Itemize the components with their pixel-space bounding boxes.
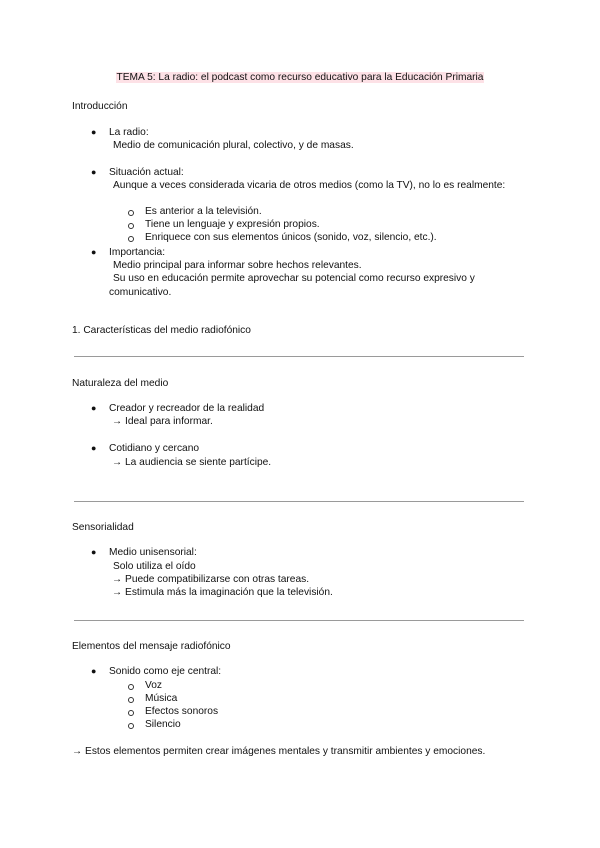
list-subitem: → Puede compatibilizarse con otras tareas.: [112, 574, 310, 585]
list-subitem: Solo utiliza el oído: [113, 561, 196, 572]
list-item: Creador y recreador de la realidad: [109, 403, 265, 414]
importancia-line: Su uso en educación permite aprovechar su potencial como recurso expresivo y: [113, 273, 475, 284]
title-highlight: TEMA 5: La radio: el podcast como recurso educativo para la Educación Primaria: [116, 72, 484, 83]
circle-bullet-icon: [128, 723, 134, 729]
bullet-icon: ●: [91, 666, 97, 676]
horizontal-rule: [74, 356, 524, 357]
list-item: Sonido como eje central:: [109, 666, 222, 677]
list-item: Es anterior a la televisión.: [145, 206, 262, 217]
list-subitem: → Estimula más la imaginación que la televisión.: [112, 587, 333, 598]
situacion-label: Situación actual:: [109, 167, 184, 178]
sensorialidad-heading: Sensorialidad: [72, 522, 134, 533]
list-item: Tiene un lenguaje y expresión propios.: [145, 219, 320, 230]
list-subitem: Silencio: [145, 719, 181, 730]
horizontal-rule: [74, 620, 524, 621]
list-subitem: → La audiencia se siente partícipe.: [112, 457, 272, 468]
circle-bullet-icon: [128, 710, 134, 716]
circle-bullet-icon: [128, 223, 134, 229]
radio-description: Medio de comunicación plural, colectivo, y de masas.: [113, 140, 354, 151]
radio-label: La radio:: [109, 127, 149, 138]
list-subitem: Voz: [145, 680, 162, 691]
list-item: Enriquece con sus elementos únicos (sonido, voz, silencio, etc.).: [145, 232, 437, 243]
bullet-icon: ●: [91, 247, 97, 257]
importancia-line: comunicativo.: [109, 287, 172, 298]
bullet-icon: ●: [91, 443, 97, 453]
circle-bullet-icon: [128, 684, 134, 690]
importancia-line: Medio principal para informar sobre hechos relevantes.: [113, 260, 362, 271]
list-subitem: → Ideal para informar.: [112, 416, 213, 427]
elementos-heading: Elementos del mensaje radiofónico: [72, 641, 231, 652]
intro-heading: Introducción: [72, 101, 128, 112]
bullet-icon: ●: [91, 403, 97, 413]
circle-bullet-icon: [128, 236, 134, 242]
situacion-description: Aunque a veces considerada vicaria de otros medios (como la TV), no lo es realmente:: [113, 180, 506, 191]
horizontal-rule: [74, 501, 524, 502]
document-title: [0, 71, 600, 84]
list-item: Medio unisensorial:: [109, 547, 197, 558]
naturaleza-heading: Naturaleza del medio: [72, 378, 169, 389]
circle-bullet-icon: [128, 210, 134, 216]
circle-bullet-icon: [128, 697, 134, 703]
section-heading: 1. Características del medio radiofónico: [72, 325, 251, 336]
list-item: Cotidiano y cercano: [109, 443, 200, 454]
list-subitem: Efectos sonoros: [145, 706, 219, 717]
conclusion-text: → Estos elementos permiten crear imágenes mentales y transmitir ambientes y emociones.: [72, 746, 486, 757]
list-subitem: Música: [145, 693, 178, 704]
bullet-icon: ●: [91, 127, 97, 137]
importancia-label: Importancia:: [109, 247, 166, 258]
bullet-icon: ●: [91, 547, 97, 557]
bullet-icon: ●: [91, 167, 97, 177]
